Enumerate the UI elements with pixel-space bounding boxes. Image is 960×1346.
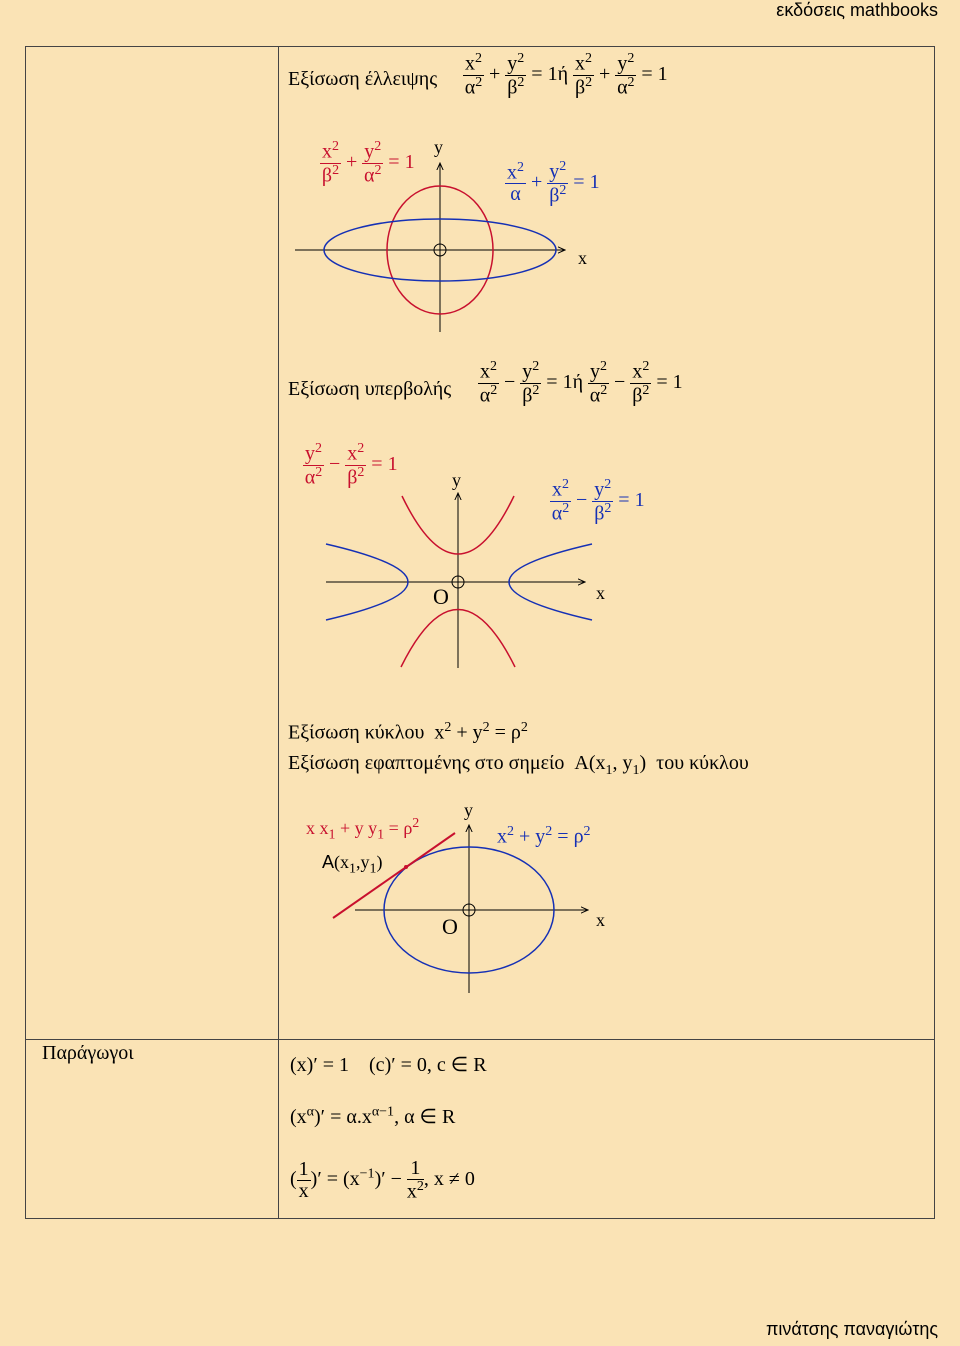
hyperbola-axis-y-label: y: [452, 470, 461, 490]
hyperbola-horizontal-label: $\frac{x^2}{\alpha^2}$ − $\frac{y^2}{\beta^2}$ = 1: [551, 477, 645, 525]
derivatives-label: Παράγωγοι: [42, 1042, 134, 1064]
ellipse-axis-y-label: y: [434, 137, 443, 157]
circle-equation: Εξίσωση κύκλου $x^2 + y^2 = \rho^2$: [288, 720, 528, 744]
hyperbola-vertical-label: $\frac{y^2}{\alpha^2}$ − $\frac{x^2}{\beta^2}$ = 1: [304, 441, 398, 489]
ellipse-equation-main: $\frac{x^2}{\alpha^2}$ + $\frac{y^2}{\beta^2}$ = 1ή $\frac{x^2}{\beta^2}$ + $\frac{y^2}{\alpha^2}$ = 1: [464, 51, 668, 99]
publisher-header: εκδόσεις mathbooks: [776, 0, 938, 20]
hyperbola-origin-label: O: [433, 584, 449, 609]
hyperbola-title: Εξίσωση υπερβολής: [288, 378, 452, 400]
author-footer: πινάτσης παναγιώτης: [765, 1319, 938, 1339]
hyperbola-equation-main: $\frac{x^2}{\alpha^2}$ − $\frac{y^2}{\beta^2}$ = 1ή $\frac{y^2}{\alpha^2}$ − $\frac{x^2}{\beta^2}$ = 1: [479, 359, 683, 407]
ellipse-axis-x-label: x: [578, 248, 587, 268]
tangent-point-a: [404, 865, 408, 869]
derivative-rule-x-and-constant: (x)′ = 1 (c)′ = 0, c ∈ R: [290, 1054, 487, 1076]
ellipse-title: Εξίσωση έλλειψης: [288, 68, 438, 90]
circle-origin-label: O: [442, 914, 458, 939]
point-a-label: $A(x_1,y_1)$: [322, 852, 383, 877]
hyperbola-graph: [326, 493, 592, 668]
derivative-rule-power: $(x^\alpha)' = \alpha.x^{\alpha-1}$, α ∈ R: [290, 1104, 456, 1128]
hyperbola-axis-x-label: x: [596, 583, 605, 603]
tangent-line: [333, 833, 455, 918]
tangent-line-label: x $x_1 + y$ $y_1 = \rho^2$: [306, 816, 420, 843]
ellipse-vertical-label: $\frac{x^2}{\beta^2}$ + $\frac{y^2}{\alpha^2}$ = 1: [321, 139, 415, 187]
derivative-rule-reciprocal: ( $\frac{1}{x}$ )′ = $(x^{-1})'$ − $\frac{1}{x^2}$ , x ≠ 0: [290, 1157, 475, 1203]
circle-curve-label: $x^2 + y^2 = \rho^2$: [497, 824, 591, 848]
circle-graph: [333, 825, 588, 993]
tangent-equation-title: Εξίσωση εφαπτομένης στο σημείο $A(x_1$, $y_1$) του κύκλου: [288, 752, 749, 778]
circle-axis-y-label: y: [464, 800, 473, 820]
ellipse-horizontal-label: $\frac{x^2}{\alpha}$ + $\frac{y^2}{\beta^2}$ = 1: [507, 159, 600, 207]
ellipse-graph: [295, 163, 565, 332]
circle-axis-x-label: x: [596, 910, 605, 930]
